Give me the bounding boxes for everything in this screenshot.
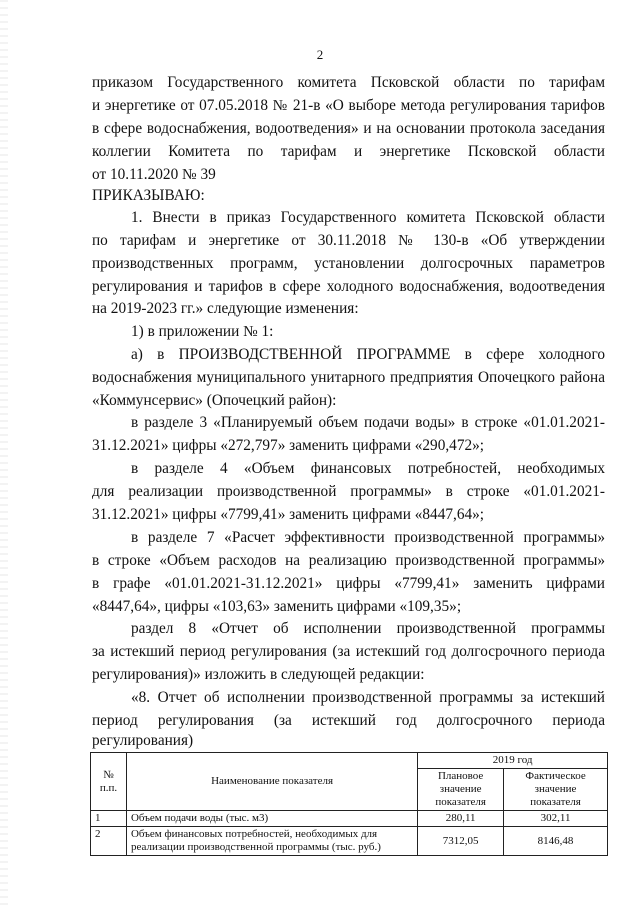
row-num: 2 <box>91 827 127 856</box>
order-heading: ПРИКАЗЫВАЮ: <box>92 187 205 204</box>
text-line: от 10.11.2020 № 39 <box>92 166 216 183</box>
header-year: 2019 год <box>418 753 608 769</box>
text-line: приказом Государственного комитета Псковской области по тарифам <box>92 74 605 91</box>
row-plan: 7312,05 <box>418 827 504 856</box>
text-line: на 2019-2023 гг.» следующие изменения: <box>92 300 359 317</box>
text-line: в разделе 4 «Объем финансовых потребностей, необходимых <box>131 460 605 477</box>
text-line: «8447,64», цифры «103,63» заменить цифрами «109,35»; <box>92 598 462 615</box>
text-line: коллегии Комитета по тарифам и энергетике Псковской области <box>92 143 605 160</box>
text-line: в графе «01.01.2021-31.12.2021» цифры «7799,41» заменить цифрами <box>92 575 605 592</box>
text-line: 1. Внести в приказ Государственного комитета Псковской области <box>131 209 605 226</box>
row-fact: 8146,48 <box>504 827 608 856</box>
text-line: в разделе 3 «Планируемый объем подачи воды» в строке «01.01.2021- <box>131 414 605 431</box>
text-line: 31.12.2021» цифры «272,797» заменить цифрами «290,472»; <box>92 437 485 454</box>
text-line: производственных программ, установлении долгосрочных параметров <box>92 255 605 272</box>
header-fact: Фактическое значение показателя <box>504 769 608 811</box>
text-line: регулирования) <box>92 732 194 749</box>
table-header-row <box>91 753 608 769</box>
text-line: в разделе 7 «Расчет эффективности производственной программы» <box>131 529 605 546</box>
text-line: водоснабжения муниципального унитарного предприятия Опочецкого района <box>92 369 605 386</box>
row-num: 1 <box>91 811 127 827</box>
text-line: 31.12.2021» цифры «7799,41» заменить цифрами «8447,64»; <box>92 506 485 523</box>
text-line: в строке «Объем расходов на реализацию производственной программы» <box>92 552 605 569</box>
text-line: регулирования и тарифов в сфере холодного водоснабжения, водоотведения <box>92 278 605 295</box>
text-line: по тарифам и энергетике от 30.11.2018 № 130-в «Об утверждении <box>92 232 605 249</box>
row-name: Объем подачи воды (тыс. м3) <box>126 811 417 827</box>
text-line: а) в ПРОИЗВОДСТВЕННОЙ ПРОГРАММЕ в сфере холодного <box>131 346 605 363</box>
text-line: регулирования)» изложить в следующей редакции: <box>92 666 425 683</box>
row-name: Объем финансовых потребностей, необходимых для реализации производственной программы (тыс. руб.) <box>126 827 417 856</box>
text-line: 1) в приложении № 1: <box>131 323 274 340</box>
text-line: раздел 8 «Отчет об исполнении производственной программы <box>131 620 605 637</box>
text-line: и энергетике от 07.05.2018 № 21-в «О выборе метода регулирования тарифов <box>92 97 605 114</box>
text-line: в сфере водоснабжения, водоотведения» и на основании протокола заседания <box>92 120 605 137</box>
text-line: «8. Отчет об исполнении производственной программы за истекший <box>131 689 605 706</box>
row-plan: 280,11 <box>418 811 504 827</box>
scan-edge <box>0 0 8 905</box>
page-number: 2 <box>316 47 324 62</box>
text-line: для реализации производственной программы» в строке «01.01.2021- <box>92 483 605 500</box>
report-table <box>90 752 608 856</box>
header-name: Наименование показателя <box>126 753 417 811</box>
text-line: период регулирования (за истекший год долгосрочного периода <box>92 712 605 729</box>
text-line: за истекший период регулирования (за истекший год долгосрочного периода <box>92 643 605 660</box>
text-line: «Коммунсервис» (Опочецкий район): <box>92 392 337 409</box>
row-fact: 302,11 <box>504 811 608 827</box>
table-row <box>91 811 608 827</box>
table-row <box>91 827 608 856</box>
header-plan: Плановое значение показателя <box>418 769 504 811</box>
header-num: № п.п. <box>91 753 127 811</box>
